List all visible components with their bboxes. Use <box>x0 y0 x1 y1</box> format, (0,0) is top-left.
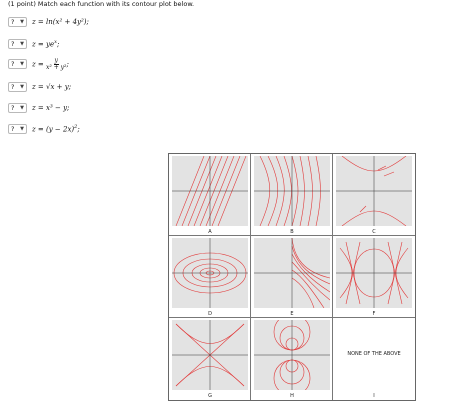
chevron-down-icon: ▼ <box>20 126 24 132</box>
plot-label: H <box>290 393 294 399</box>
function-row <box>8 16 89 28</box>
plot-label: D <box>208 311 212 317</box>
plot-cell-f[interactable] <box>333 236 415 318</box>
function-formula: z = √x + y; <box>32 83 72 91</box>
plot-label: E <box>290 311 294 317</box>
question-header: (1 point) Match each function with its contour plot below. <box>8 0 195 8</box>
contour-plot-e <box>254 238 330 308</box>
contour-plot-grid <box>168 153 416 401</box>
function-row <box>8 123 80 135</box>
plot-label: G <box>208 393 212 399</box>
function-row <box>8 102 69 114</box>
contour-plot-c <box>336 156 412 226</box>
plot-cell-a[interactable] <box>169 154 251 236</box>
answer-select[interactable] <box>8 103 27 113</box>
answer-select[interactable] <box>8 39 27 49</box>
contour-plot-a <box>172 156 248 226</box>
plot-cell-i[interactable] <box>333 318 415 400</box>
answer-select[interactable] <box>8 17 27 27</box>
plot-label: A <box>208 229 212 235</box>
plot-cell-g[interactable] <box>169 318 251 400</box>
answer-select[interactable] <box>8 59 27 69</box>
function-row <box>8 81 71 93</box>
function-formula: z = x³ − y; <box>32 104 70 112</box>
plot-cell-b[interactable] <box>251 154 333 236</box>
contour-plot-d <box>172 238 248 308</box>
plot-label: I <box>373 393 375 399</box>
plot-label: F <box>372 311 376 317</box>
function-row <box>8 38 59 50</box>
plot-cell-h[interactable] <box>251 318 333 400</box>
select-value: ? <box>11 60 15 68</box>
select-value: ? <box>11 83 15 91</box>
plot-cell-e[interactable] <box>251 236 333 318</box>
none-of-the-above-text: NONE OF THE ABOVE <box>347 351 401 357</box>
chevron-down-icon: ▼ <box>20 84 24 90</box>
contour-plot-g <box>172 320 248 390</box>
answer-select[interactable] <box>8 82 27 92</box>
function-row <box>8 58 69 70</box>
select-value: ? <box>11 18 15 26</box>
answer-select[interactable] <box>8 124 27 134</box>
plot-label: C <box>372 229 376 235</box>
plot-cell-c[interactable] <box>333 154 415 236</box>
contour-plot-b <box>254 156 330 226</box>
plot-label: B <box>290 229 294 235</box>
chevron-down-icon: ▼ <box>20 61 24 67</box>
contour-plot-h <box>254 320 330 390</box>
chevron-down-icon: ▼ <box>20 105 24 111</box>
function-formula: $z = (y - 2x)^2$; <box>32 124 80 134</box>
function-formula: z = $\frac{y}{\text{x² + y²}}$ ; <box>32 56 69 71</box>
select-value: ? <box>11 104 15 112</box>
select-value: ? <box>11 125 15 133</box>
chevron-down-icon: ▼ <box>20 19 24 25</box>
function-formula: z = ln(x² + 4y²); <box>32 18 89 26</box>
contour-plot-f <box>336 238 412 308</box>
function-formula: $z = ye^x$; <box>32 39 60 49</box>
plot-cell-d[interactable] <box>169 236 251 318</box>
select-value: ? <box>11 40 15 48</box>
chevron-down-icon: ▼ <box>20 41 24 47</box>
